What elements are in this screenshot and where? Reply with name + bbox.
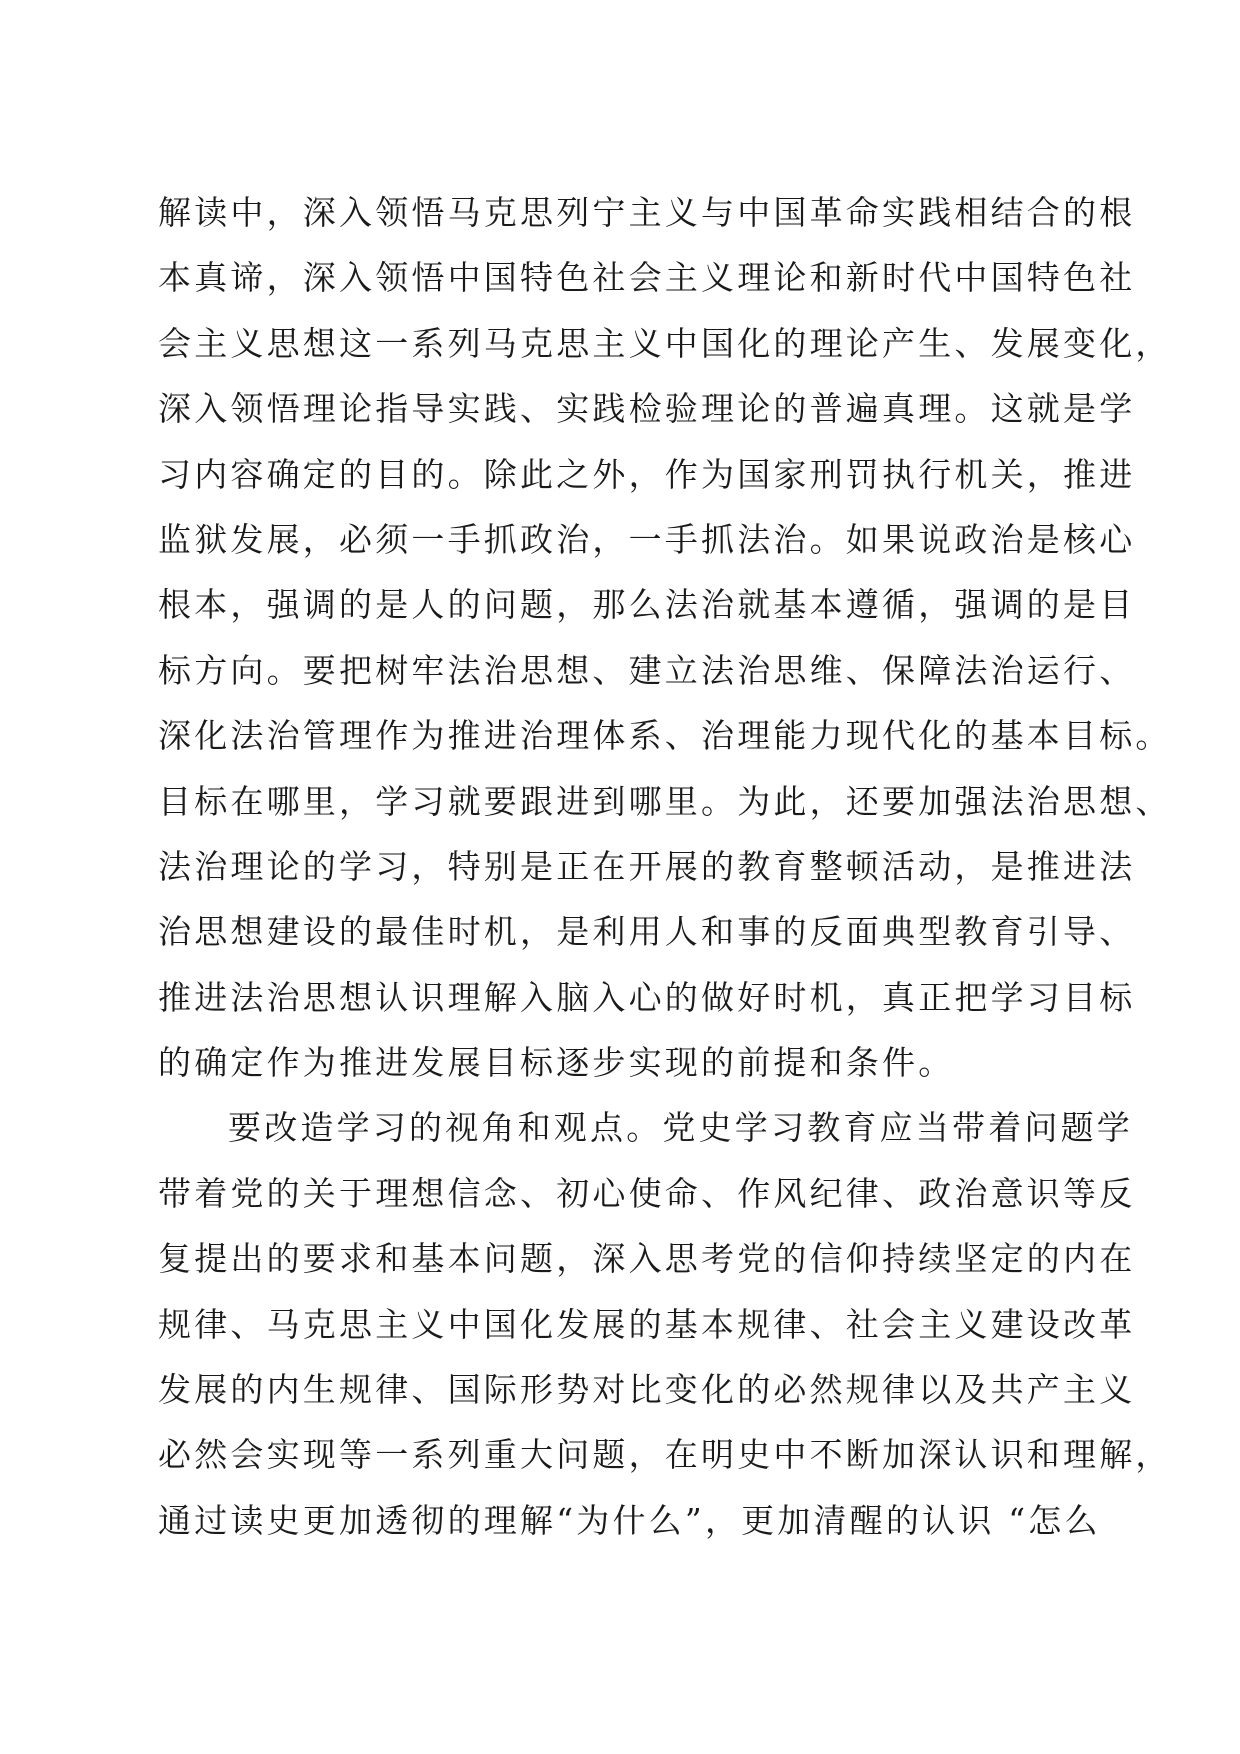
paragraph-line: 根本，强调的是人的问题，那么法治就基本遵循，强调的是目 bbox=[158, 585, 1136, 625]
paragraph-line: 必然会实现等一系列重大问题，在明史中不断加深认识和理解， bbox=[158, 1435, 1172, 1475]
paragraph-line: 复提出的要求和基本问题，深入思考党的信仰持续坚定的内在 bbox=[158, 1239, 1136, 1279]
paragraph-line: 带着党的关于理想信念、初心使命、作风纪律、政治意识等反 bbox=[158, 1173, 1136, 1213]
paragraph-line: 本真谛，深入领悟中国特色社会主义理论和新时代中国特色社 bbox=[158, 258, 1136, 298]
paragraph-line: 深化法治管理作为推进治理体系、治理能力现代化的基本目标。 bbox=[158, 716, 1172, 756]
paragraph-line: 要改造学习的视角和观点。党史学习教育应当带着问题学 bbox=[228, 1108, 1133, 1148]
paragraph-line: 标方向。要把树牢法治思想、建立法治思维、保障法治运行、 bbox=[158, 650, 1136, 690]
paragraph-line: 通过读史更加透彻的理解“为什么”，更加清醒的认识 “怎么 bbox=[158, 1500, 1101, 1540]
paragraph-line: 推进法治思想认识理解入脑入心的做好时机，真正把学习目标 bbox=[158, 977, 1136, 1017]
paragraph-line: 发展的内生规律、国际形势对比变化的必然规律以及共产主义 bbox=[158, 1370, 1136, 1410]
paragraph-line: 监狱发展，必须一手抓政治，一手抓法治。如果说政治是核心 bbox=[158, 519, 1136, 559]
paragraph-2 bbox=[158, 1095, 1172, 1553]
paragraph-line: 会主义思想这一系列马克思主义中国化的理论产生、发展变化， bbox=[158, 323, 1172, 363]
paragraph-line: 治思想建设的最佳时机，是利用人和事的反面典型教育引导、 bbox=[158, 912, 1136, 952]
document-body bbox=[158, 180, 1172, 1553]
paragraph-line: 习内容确定的目的。除此之外，作为国家刑罚执行机关，推进 bbox=[158, 454, 1136, 494]
paragraph-1 bbox=[158, 180, 1172, 1095]
paragraph-line: 的确定作为推进发展目标逐步实现的前提和条件。 bbox=[158, 1043, 955, 1083]
paragraph-line: 解读中，深入领悟马克思列宁主义与中国革命实践相结合的根 bbox=[158, 193, 1136, 232]
paragraph-line: 目标在哪里，学习就要跟进到哪里。为此，还要加强法治思想、 bbox=[158, 781, 1172, 821]
paragraph-line: 深入领悟理论指导实践、实践检验理论的普遍真理。这就是学 bbox=[158, 389, 1136, 429]
paragraph-line: 规律、马克思主义中国化发展的基本规律、社会主义建设改革 bbox=[158, 1304, 1136, 1344]
paragraph-line: 法治理论的学习，特别是正在开展的教育整顿活动，是推进法 bbox=[158, 846, 1136, 886]
